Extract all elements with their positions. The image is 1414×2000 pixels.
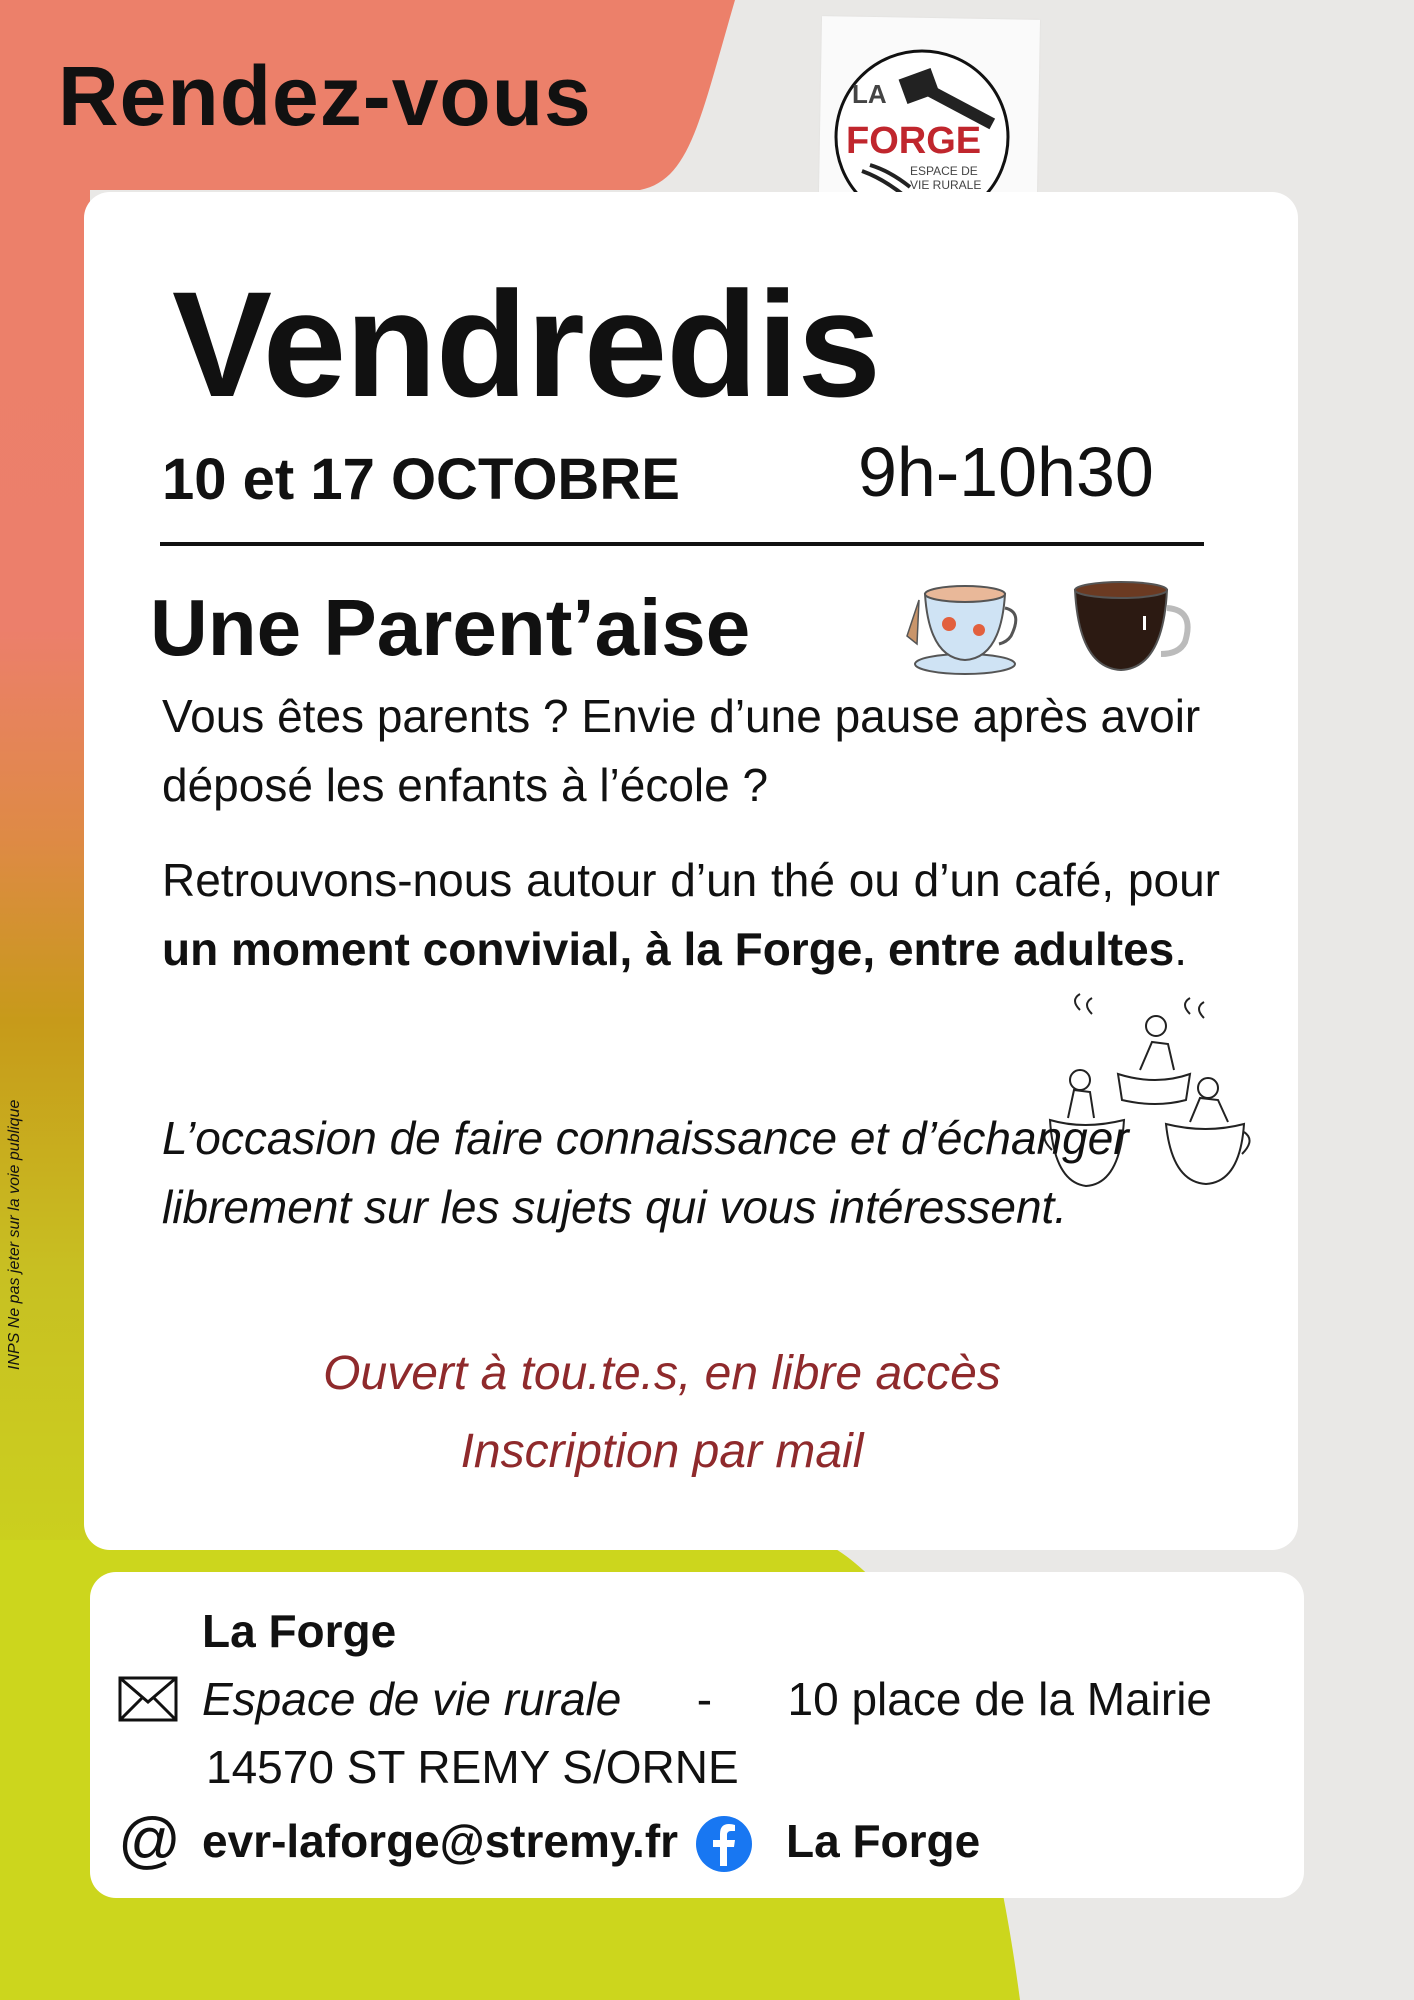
coffee-cup-icon (1075, 582, 1188, 670)
facebook-link[interactable]: La Forge (786, 1815, 981, 1867)
registration-line: Inscription par mail (460, 1425, 864, 1478)
logo-line3: ESPACE DE (910, 164, 978, 178)
divider (160, 542, 1204, 546)
invite-paragraph (162, 846, 1220, 984)
event-title: Une Parent’aise (150, 583, 751, 672)
access-line: Ouvert à tou.te.s, en libre accès (323, 1347, 1001, 1400)
at-icon: @ (118, 1806, 181, 1875)
intro-paragraph: Vous êtes parents ? Envie d’une pause après avoir déposé les enfants à l’école ? (162, 690, 1201, 811)
event-dates: 10 et 17 OCTOBRE (162, 447, 680, 512)
occasion-paragraph: L’occasion de faire connaissance et d’échanger librement sur les sujets qui vous intéressent. (162, 1112, 1129, 1233)
logo-line1: LA (852, 79, 887, 109)
facebook-icon (694, 1814, 754, 1874)
venue-name: La Forge (202, 1605, 397, 1657)
tea-coffee-cups-icon (905, 572, 1205, 682)
address-city: 14570 ST REMY S/ORNE (206, 1741, 739, 1793)
envelope-icon (118, 1676, 178, 1722)
event-day: Vendredis (172, 260, 880, 428)
invite-text: Retrouvons-nous autour d’un thé ou d’un café, pour (162, 854, 1220, 906)
event-hours: 9h-10h30 (858, 433, 1154, 511)
logo-line2: FORGE (846, 120, 982, 162)
address-dash: - (696, 1673, 713, 1725)
invite-end: . (1174, 923, 1188, 975)
header-title: Rendez-vous (58, 49, 592, 143)
email-link[interactable]: evr-laforge@stremy.fr (202, 1815, 679, 1867)
address-italic: Espace de vie rurale (202, 1673, 622, 1725)
teacup-icon (907, 586, 1016, 674)
address-street: 10 place de la Mairie (787, 1673, 1212, 1725)
side-note: INPS Ne pas jeter sur la voie publique (6, 1099, 23, 1370)
address-line (202, 1672, 1212, 1726)
invite-highlight: un moment convivial, à la Forge, entre adultes (162, 923, 1175, 975)
logo-line4: VIE RURALE (910, 178, 982, 192)
